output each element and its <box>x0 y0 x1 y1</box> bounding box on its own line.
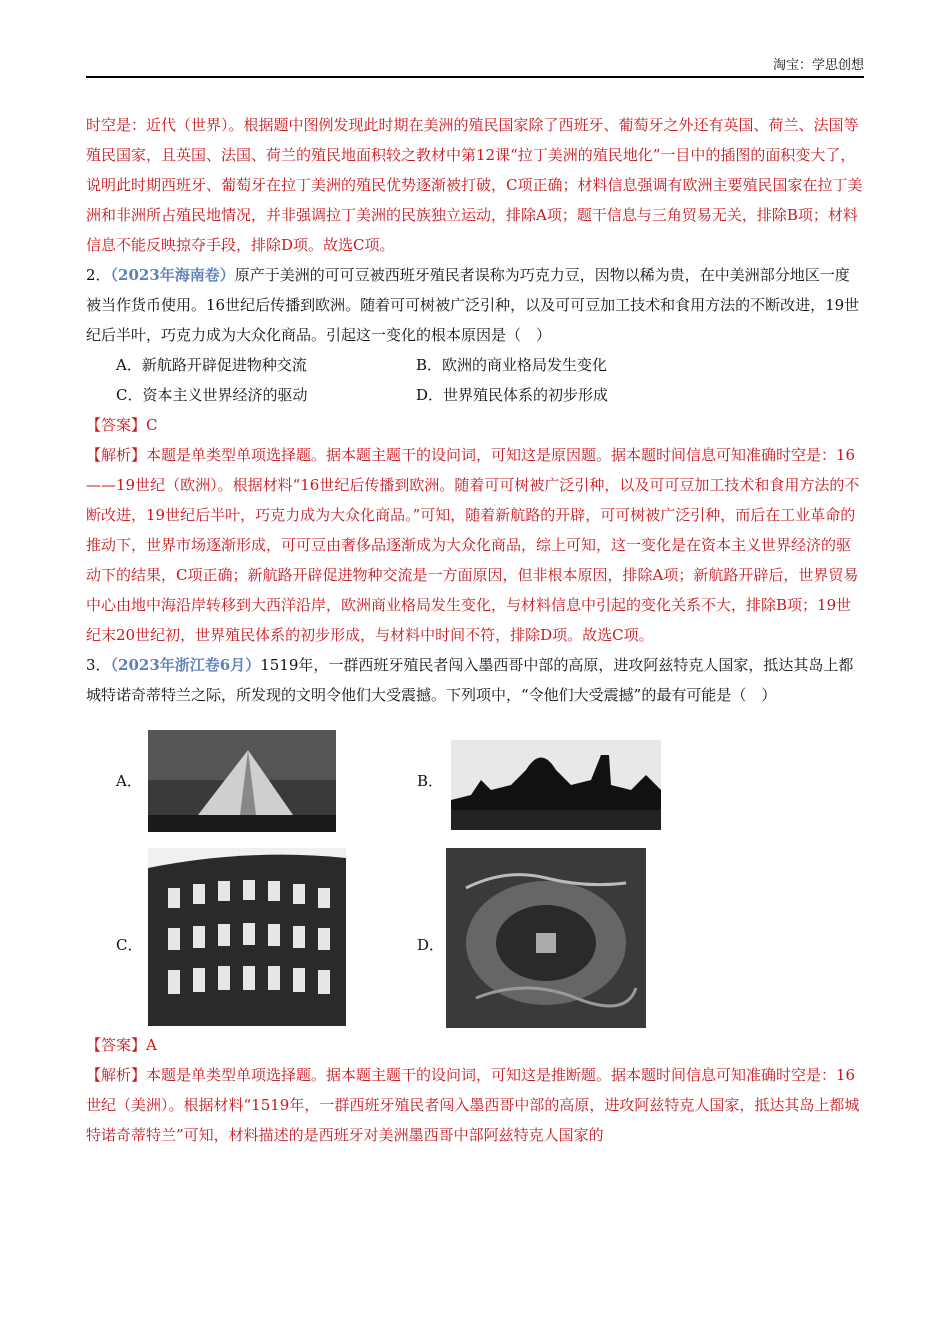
document-body <box>86 110 864 1150</box>
q3-image-row-1 <box>86 730 864 848</box>
question-2 <box>86 260 864 350</box>
q3-number: 3． <box>86 656 111 674</box>
q3-analysis: 【解析】本题是单类型单项选择题。据本题主题干的设问词，可知这是推断题。据本题时间信息可知准确时空是：16世纪（美洲）。根据材料“1519年，一群西班牙殖民者闯入墨西哥中部的高原，进攻阿兹特克人国家，抵达其岛上都城特诺奇蒂特兰”可知，材料描述的是西班牙对美洲墨西哥中部阿兹特克人国家的 <box>86 1066 860 1144</box>
q2-option-b: B．欧洲的商业格局发生变化 <box>416 356 608 374</box>
pyramid-image <box>148 730 336 832</box>
q2-source: （2023年海南卷） <box>110 266 235 284</box>
q3-answer: 【答案】A <box>86 1036 157 1054</box>
header-text: 淘宝：学思创想 <box>772 58 864 73</box>
q2-analysis: 【解析】本题是单类型单项选择题。据本题主题干的设问词，可知这是原因题。据本题时间信息可知准确时空是：16——19世纪（欧洲）。根据材料“16世纪后传播到欧洲。随着可可树被广泛引种，以及可可豆加工技术和食用方法的不断改进，19世纪后半叶，巧克力成为大众化商品。”可知，随着新航路的开辟，可可树被广泛引种，而后在工业革命的推动下，世界市场逐渐形成，可可豆由奢侈品逐渐成为大众化商品，综上可知，这一变化是在资本主义世界经济的驱动下的结果，C项正确；新航路开辟促进物种交流是一方面原因，但非根本原因，排除A项；新航路开辟后，世界贸易中心由地中海沿岸转移到大西洋沿岸，欧洲商业格局发生变化，与材料信息中引起的变化关系不大，排除B项；19世纪末20世纪初，世界殖民体系的初步形成，与材料中时间不符，排除D项。故选C项。 <box>86 446 860 644</box>
q2-options <box>86 350 864 410</box>
page-header <box>86 56 864 78</box>
q3-label-d: D． <box>417 936 445 954</box>
q3-stem: 1519年，一群西班牙殖民者闯入墨西哥中部的高原，进攻阿兹特克人国家，抵达其岛上都城特诺奇蒂特兰之际，所发现的文明令他们大受震撼。下列项中，“令他们大受震撼”的最有可能是（ ） <box>86 656 854 704</box>
q3-source: （2023年浙江卷6月） <box>110 656 261 674</box>
q3-label-c: C． <box>116 936 143 954</box>
colosseum-image <box>148 848 346 1026</box>
q3-label-b: B． <box>417 772 444 790</box>
q3-label-a: A． <box>116 772 142 790</box>
question-3 <box>86 650 864 710</box>
q3-image-row-2 <box>86 848 864 1030</box>
tenochtitlan-map-image <box>446 848 646 1028</box>
q2-number: 2． <box>86 266 111 284</box>
q2-option-a: A．新航路开辟促进物种交流 <box>116 356 307 374</box>
q1-analysis-tail: 时空是：近代（世界）。根据题中图例发现此时期在美洲的殖民国家除了西班牙、葡萄牙之外还有英国、荷兰、法国等殖民国家，且英国、法国、荷兰的殖民地面积较之教材中第12课“拉丁美洲的殖民地化”一目中的插图的面积变大了，说明此时期西班牙、葡萄牙在拉丁美洲的殖民优势逐渐被打破，C项正确；材料信息强调有欧洲主要殖民国家在拉丁美洲和非洲所占殖民地情况，并非强调拉丁美洲的民族独立运动，排除A项；题干信息与三角贸易无关，排除B项；材料信息不能反映掠夺手段，排除D项。故选C项。 <box>86 116 863 254</box>
q2-answer: 【答案】C <box>86 416 158 434</box>
q2-option-d: D．世界殖民体系的初步形成 <box>416 386 609 404</box>
q2-option-c: C．资本主义世界经济的驱动 <box>116 386 308 404</box>
q2-stem: 原产于美洲的可可豆被西班牙殖民者误称为巧克力豆，因物以稀为贵，在中美洲部分地区一度被当作货币使用。16世纪后传播到欧洲。随着可可树被广泛引种，以及可可豆加工技术和食用方法的不断改进，19世纪后半叶，巧克力成为大众化商品。引起这一变化的根本原因是（ ） <box>86 266 860 344</box>
florence-skyline-image <box>451 740 661 830</box>
